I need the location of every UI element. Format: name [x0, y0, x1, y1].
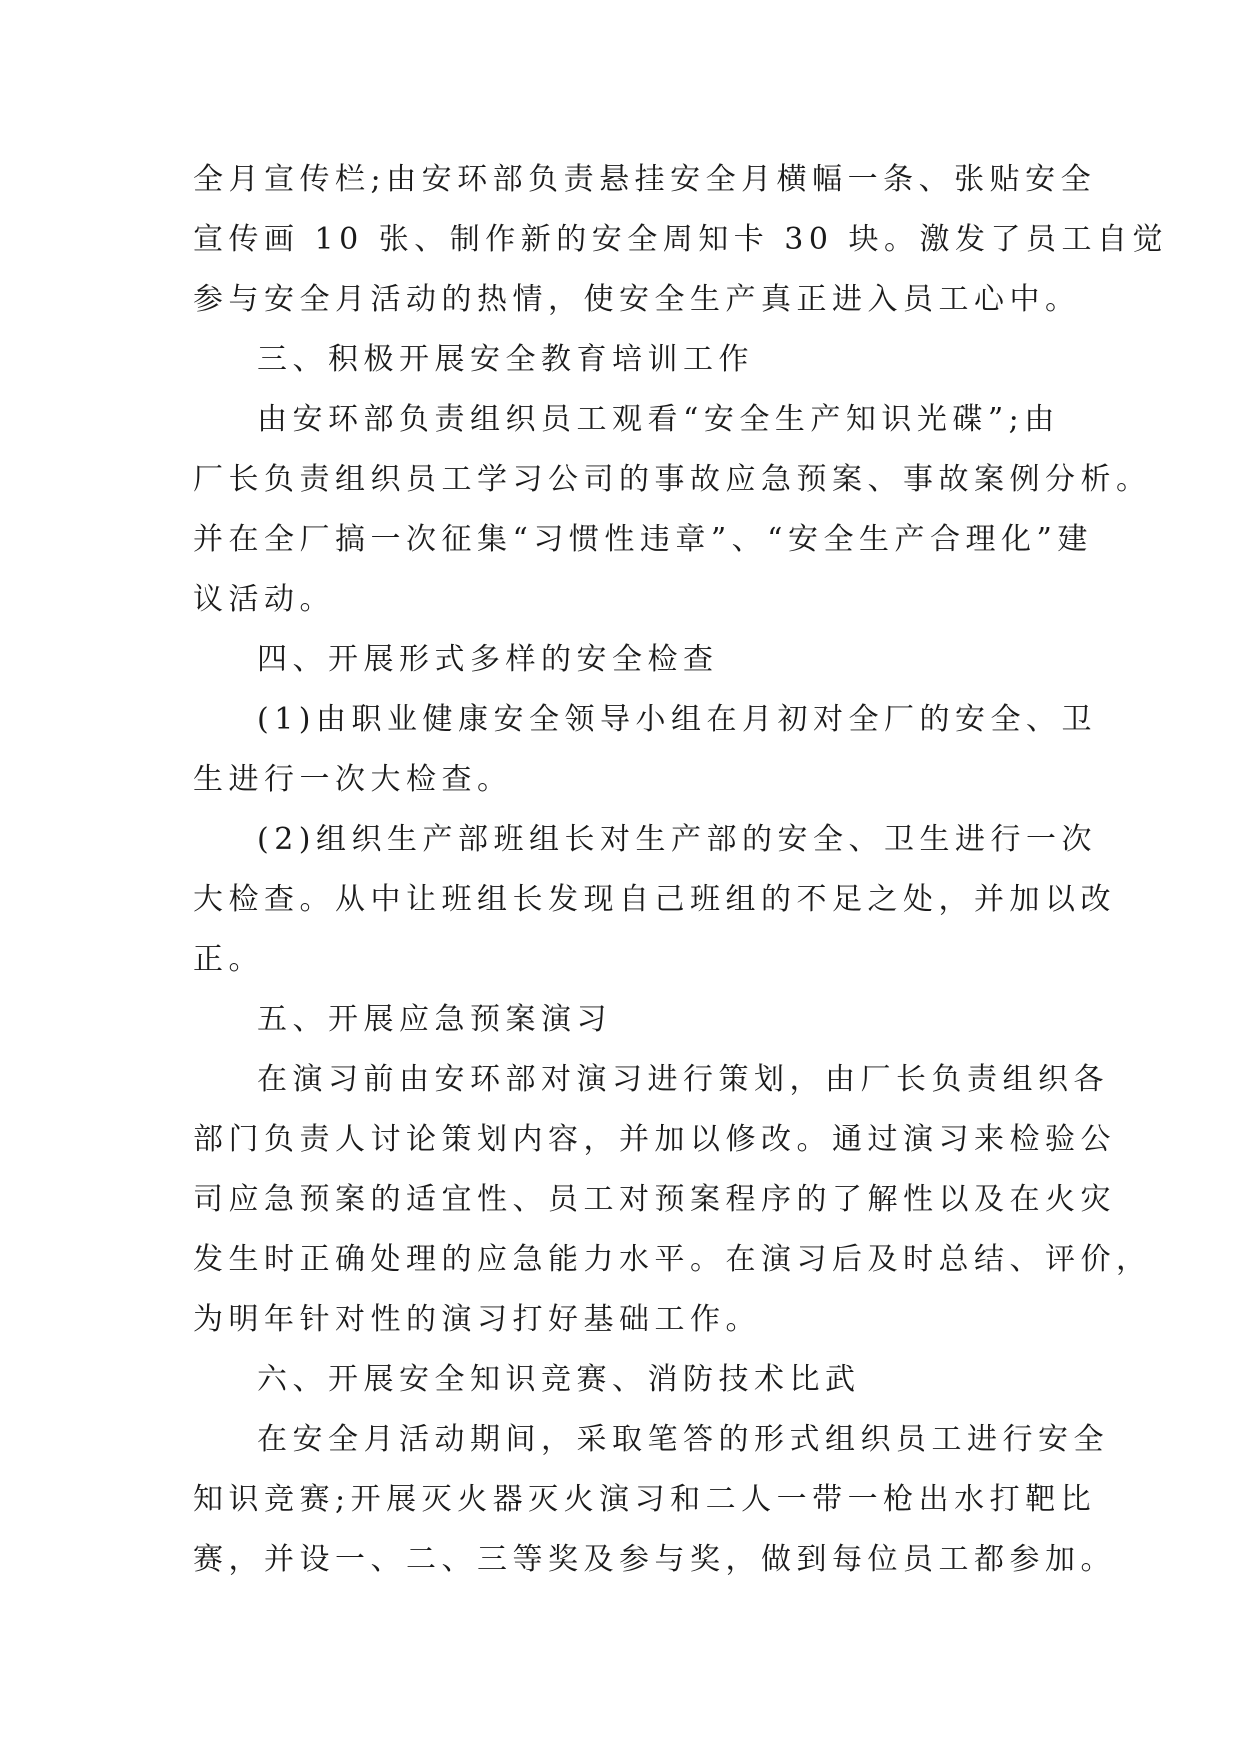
list-item-2-start: (2)组织生产部班组长对生产部的安全、卫生进行一次	[257, 822, 1097, 857]
section-heading-5: 五、开展应急预案演习	[257, 1002, 612, 1037]
section-heading-4: 四、开展形式多样的安全检查	[257, 642, 719, 677]
body-line: 赛，并设一、二、三等奖及参与奖，做到每位员工都参加。	[193, 1542, 1116, 1577]
section-heading-6: 六、开展安全知识竞赛、消防技术比武	[257, 1362, 861, 1397]
paragraph-start-line: 在安全月活动期间，采取笔答的形式组织员工进行安全	[257, 1422, 1109, 1457]
section-heading-3: 三、积极开展安全教育培训工作	[257, 342, 754, 377]
body-line: 宣传画 10 张、制作新的安全周知卡 30 块。激发了员工自觉	[193, 222, 1168, 257]
paragraph-start-line: 在演习前由安环部对演习进行策划，由厂长负责组织各	[257, 1062, 1109, 1097]
body-line: 大检查。从中让班组长发现自己班组的不足之处，并加以改	[193, 882, 1116, 917]
body-line: 议活动。	[193, 582, 335, 617]
body-line: 厂长负责组织员工学习公司的事故应急预案、事故案例分析。	[193, 462, 1152, 497]
paragraph-start-line: 由安环部负责组织员工观看“安全生产知识光碟”;由	[257, 402, 1060, 437]
body-line: 发生时正确处理的应急能力水平。在演习后及时总结、评价，	[193, 1242, 1152, 1277]
body-line: 参与安全月活动的热情，使安全生产真正进入员工心中。	[193, 282, 1081, 317]
body-line: 全月宣传栏;由安环部负责悬挂安全月横幅一条、张贴安全	[193, 162, 1097, 197]
body-line: 知识竞赛;开展灭火器灭火演习和二人一带一枪出水打靶比	[193, 1482, 1097, 1517]
body-line: 生进行一次大检查。	[193, 762, 513, 797]
document-body	[193, 150, 1168, 1590]
body-line: 并在全厂搞一次征集“习惯性违章”、“安全生产合理化”建	[193, 522, 1093, 557]
body-line: 为明年针对性的演习打好基础工作。	[193, 1302, 761, 1337]
list-item-1-start: (1)由职业健康安全领导小组在月初对全厂的安全、卫	[257, 702, 1097, 737]
body-line: 正。	[193, 942, 264, 977]
body-line: 部门负责人讨论策划内容，并加以修改。通过演习来检验公	[193, 1122, 1116, 1157]
body-line: 司应急预案的适宜性、员工对预案程序的了解性以及在火灾	[193, 1182, 1116, 1217]
